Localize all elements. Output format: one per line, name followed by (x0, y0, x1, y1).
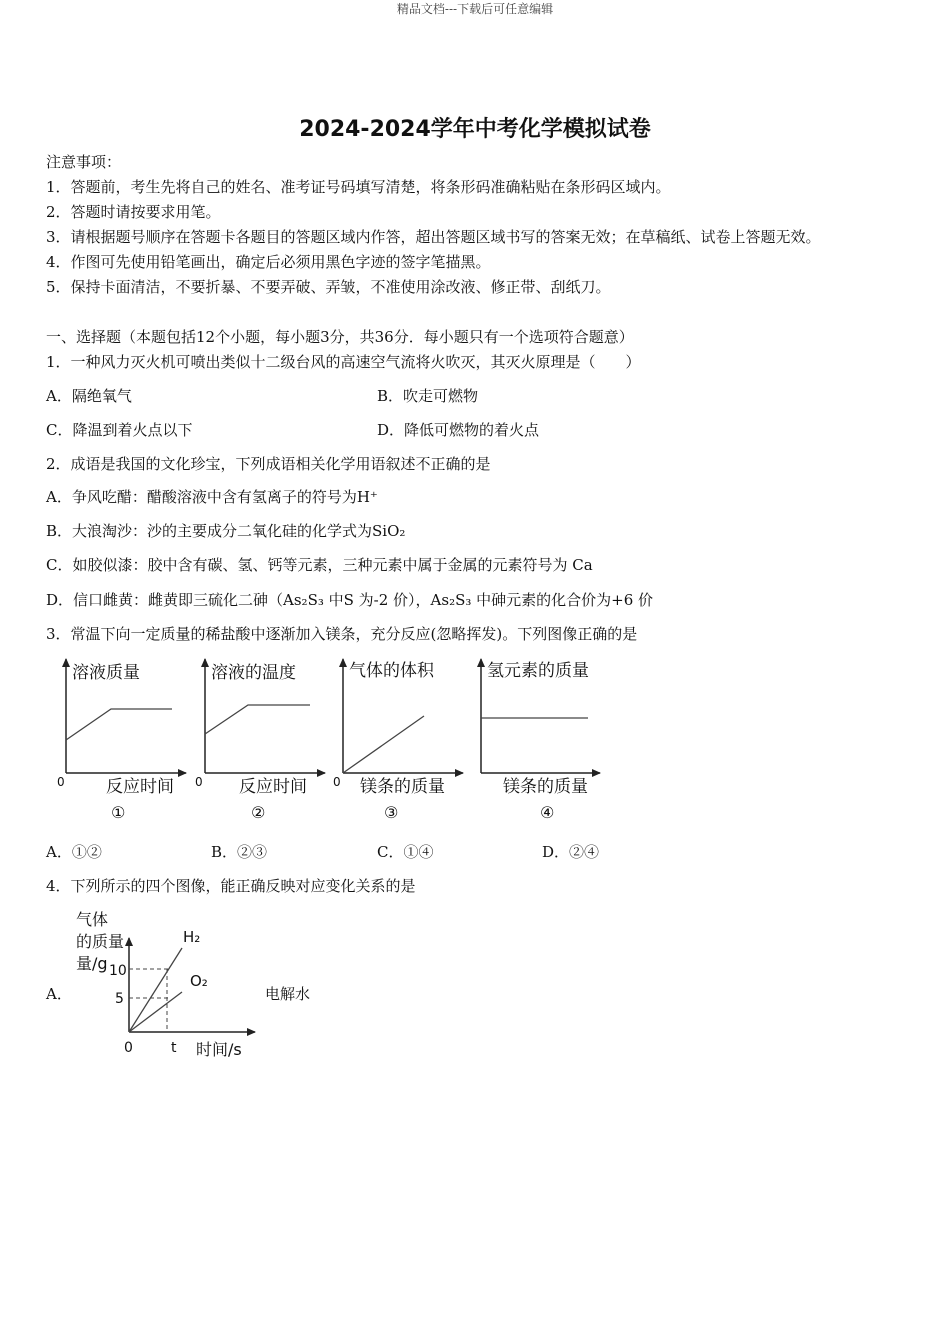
q4-xlabel: 时间/s (196, 1040, 242, 1059)
notice-heading: 注意事项： (46, 153, 122, 171)
graph2-xlabel: 反应时间 (239, 777, 307, 797)
graph3-number: ③ (384, 803, 399, 822)
q4-ytick-5: 5 (115, 991, 124, 1007)
notice-item-5: 5．保持卡面清洁，不要折暴、不要弄破、弄皱，不准使用涂改液、修正带、刮纸刀。 (46, 278, 611, 296)
graph1-ylabel: 溶液质量 (72, 663, 140, 683)
q1-option-b: B．吹走可燃物 (377, 387, 479, 405)
q2-option-c: C．如胶似漆：胶中含有碳、氢、钙等元素，三种元素中属于金属的元素符号为 Ca (46, 556, 593, 574)
graph2-curve (205, 705, 310, 734)
q3-option-d: D．②④ (542, 843, 600, 861)
q4-graph (76, 910, 255, 1059)
graph1-curve (66, 709, 172, 740)
graph3-origin: 0 (333, 775, 341, 789)
q2-option-a: A．争风吃醋：醋酸溶液中含有氢离子的符号为H⁺ (46, 488, 378, 506)
q4-t-label: t (171, 1040, 177, 1056)
q4-origin: 0 (124, 1040, 133, 1056)
graph1-xlabel: 反应时间 (106, 777, 174, 797)
graph4-ylabel: 氢元素的质量 (487, 661, 589, 681)
graph1-number: ① (111, 803, 126, 822)
graph3-xlabel: 镁条的质量 (360, 777, 445, 797)
q3-graph-2 (195, 659, 325, 822)
graph3-curve (343, 716, 424, 773)
graph3-ylabel: 气体的体积 (349, 661, 434, 681)
q3-graph-4 (481, 659, 600, 822)
q3-graph-1 (57, 659, 186, 822)
notice-item-2: 2．答题时请按要求用笔。 (46, 203, 221, 221)
q1-option-c: C．降温到着火点以下 (46, 421, 193, 439)
q4-ylabel-line-3: 量/g (76, 954, 108, 973)
page-title: 2024-2024学年中考化学模拟试卷 (299, 117, 651, 142)
section-heading: 一、选择题（本题包括12个小题，每小题3分，共36分．每小题只有一个选项符合题意） (46, 328, 634, 346)
graph4-xlabel: 镁条的质量 (503, 777, 588, 797)
notice-item-1: 1．答题前，考生先将自己的姓名、准考证号码填写清楚，将条形码准确粘贴在条形码区域内。 (46, 178, 671, 196)
q4-h2-label: H₂ (183, 928, 201, 946)
q3-option-a: A．①② (46, 843, 102, 861)
q3-graph-3 (333, 659, 463, 822)
q4-ylabel-line-2: 的质量 (76, 932, 125, 951)
q2-option-d: D．信口雌黄：雌黄即三硫化二砷（As₂S₃ 中S 为-2 价），As₂S₃ 中砷元素的化合价为+6 价 (46, 591, 654, 609)
q4-stem: 4．下列所示的四个图像，能正确反映对应变化关系的是 (46, 877, 416, 895)
graph2-ylabel: 溶液的温度 (211, 663, 296, 683)
q4-option-a-text: 电解水 (265, 985, 311, 1003)
graph2-origin: 0 (195, 775, 203, 789)
notice-item-4: 4．作图可先使用铅笔画出，确定后必须用黑色字迹的签字笔描黑。 (46, 253, 491, 271)
q4-ytick-10: 10 (109, 963, 127, 979)
notice-item-3: 3．请根据题号顺序在答题卡各题目的答题区域内作答，超出答题区域书写的答案无效；在草稿纸、试卷上答题无效。 (46, 228, 821, 246)
q3-stem: 3．常温下向一定质量的稀盐酸中逐渐加入镁条，充分反应(忽略挥发)。下列图像正确的是 (46, 625, 638, 643)
header-note: 精品文档---下载后可任意编辑 (396, 2, 554, 16)
q1-stem: 1．一种风力灭火机可喷出类似十二级台风的高速空气流将火吹灭，其灭火原理是（ ） (46, 353, 641, 371)
q1-option-a: A．隔绝氧气 (46, 387, 132, 405)
q4-ylabel-line-1: 气体 (76, 910, 109, 929)
q2-option-b: B．大浪淘沙：沙的主要成分二氧化硅的化学式为SiO₂ (46, 522, 406, 540)
q3-option-c: C．①④ (377, 843, 434, 861)
q1-option-d: D．降低可燃物的着火点 (377, 421, 540, 439)
q4-h2-line (129, 948, 182, 1032)
q4-option-a-label: A． (46, 985, 72, 1003)
q3-option-b: B．②③ (211, 843, 268, 861)
q2-stem: 2．成语是我国的文化珍宝，下列成语相关化学用语叙述不正确的是 (46, 455, 491, 473)
graph1-origin: 0 (57, 775, 65, 789)
q4-o2-label: O₂ (190, 972, 208, 990)
graph4-number: ④ (540, 803, 555, 822)
graph2-number: ② (251, 803, 266, 822)
